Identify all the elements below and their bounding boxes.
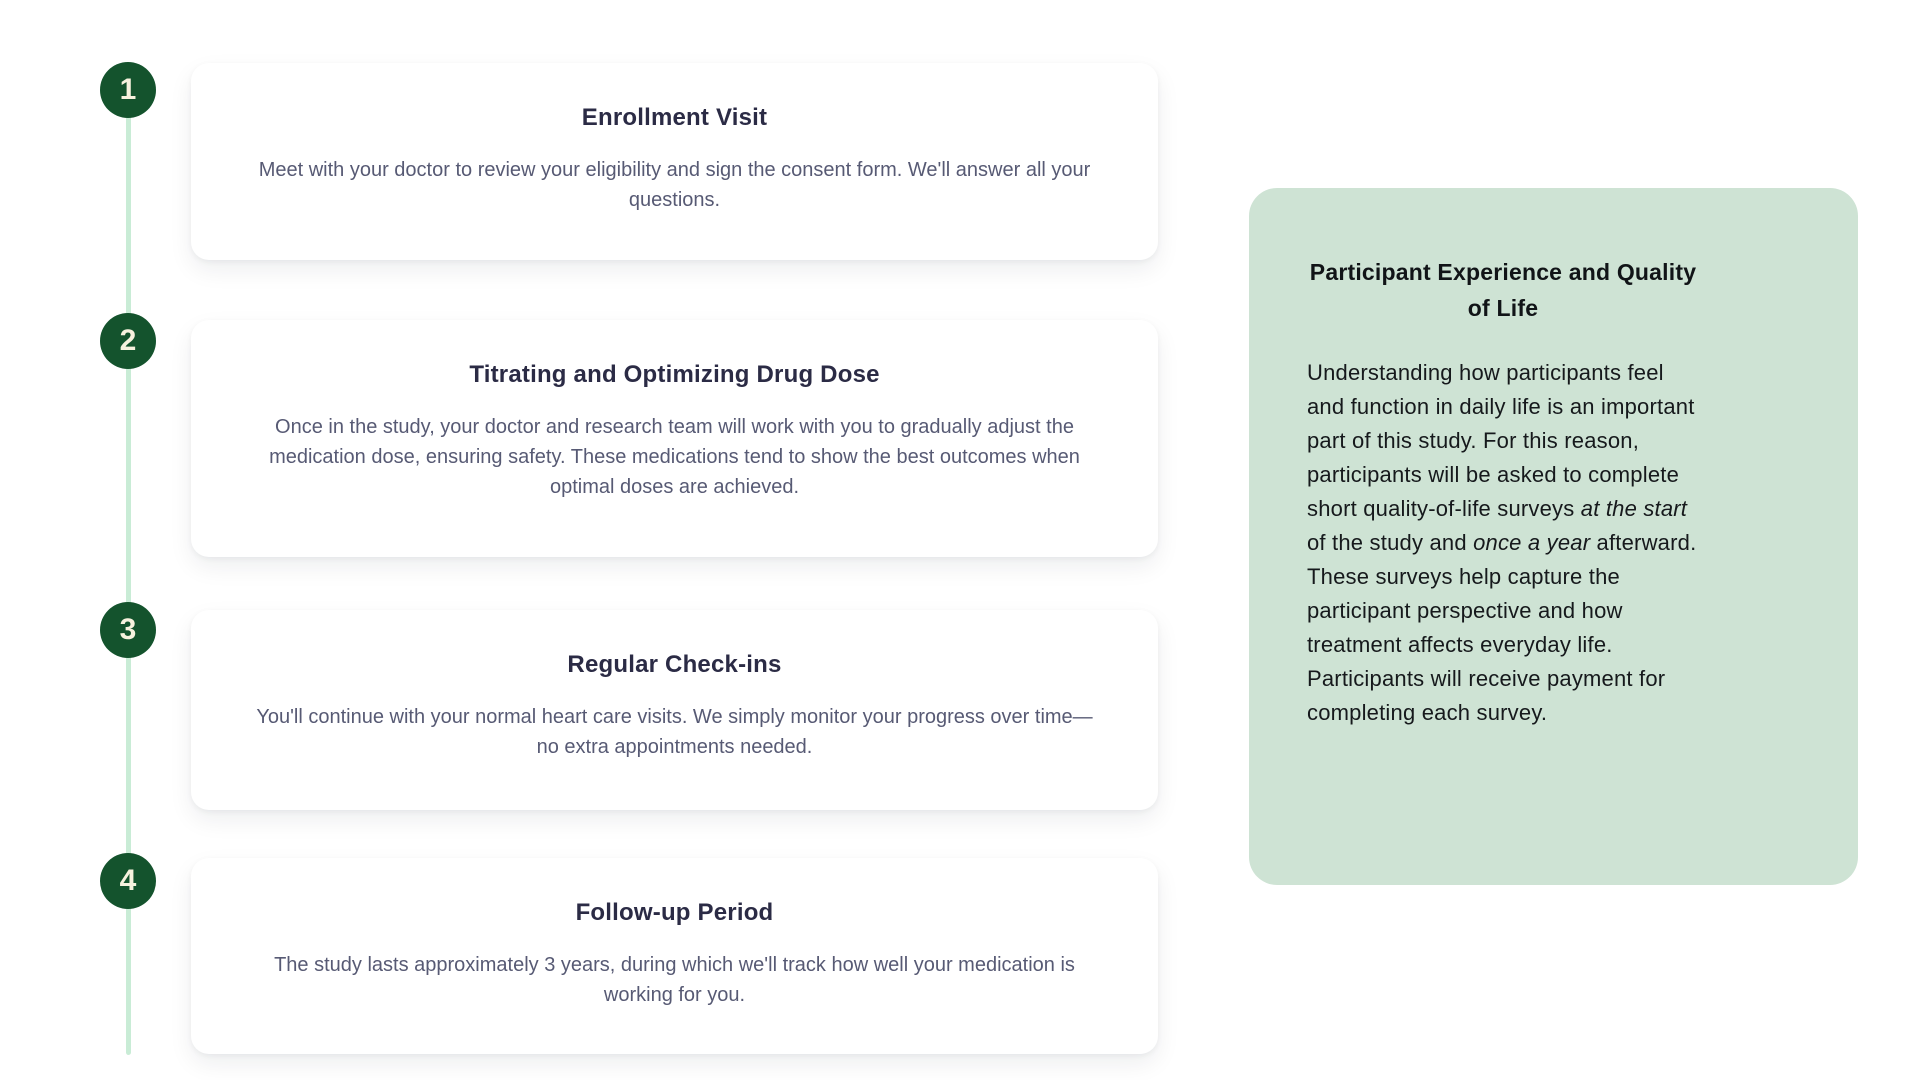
step-4-number: 4 (119, 864, 137, 897)
step-2-title: Titrating and Optimizing Drug Dose (469, 361, 880, 388)
step-1-description: Meet with your doctor to review your eligibility and sign the consent form. We'll answer all your questions. (258, 159, 1091, 211)
step-3-title: Regular Check-ins (567, 651, 782, 678)
info-card-content (1307, 254, 1699, 730)
step-card-enrollment-visit (191, 63, 1158, 260)
step-card-followup-period (191, 858, 1158, 1054)
step-2-number-badge (100, 313, 156, 369)
info-card-title: Participant Experience and Quality of Life (1309, 259, 1697, 321)
step-card-titrating-dose (191, 320, 1158, 557)
info-card-body: Understanding how participants feel and function in daily life is an important part of this study. For this reason, participants will be asked to complete short quality-of-life surveys at the start of the study and once a year afterward. These surveys help capture the participant perspective and how treatment affects everyday life. Participants will receive payment for completing each survey. (1307, 360, 1697, 725)
participant-experience-info-card (1249, 188, 1858, 885)
step-card-regular-checkins (191, 610, 1158, 810)
step-2-number: 2 (119, 324, 137, 357)
step-3-number: 3 (119, 613, 137, 646)
step-3-number-badge (100, 602, 156, 658)
timeline-connector-line (126, 88, 131, 1055)
step-4-title: Follow-up Period (575, 899, 774, 926)
step-1-title: Enrollment Visit (581, 104, 768, 131)
step-1-number: 1 (119, 73, 137, 106)
step-2-description: Once in the study, your doctor and research team will work with you to gradually adjust the medication dose, ensuring safety. These medications tend to show the best outcomes when optimal doses are achieved. (269, 416, 1080, 498)
step-4-description: The study lasts approximately 3 years, during which we'll track how well your medication is working for you. (274, 954, 1075, 1006)
step-1-number-badge (100, 62, 156, 118)
step-3-description: You'll continue with your normal heart care visits. We simply monitor your progress over time—no extra appointments needed. (256, 706, 1093, 758)
step-4-number-badge (100, 853, 156, 909)
